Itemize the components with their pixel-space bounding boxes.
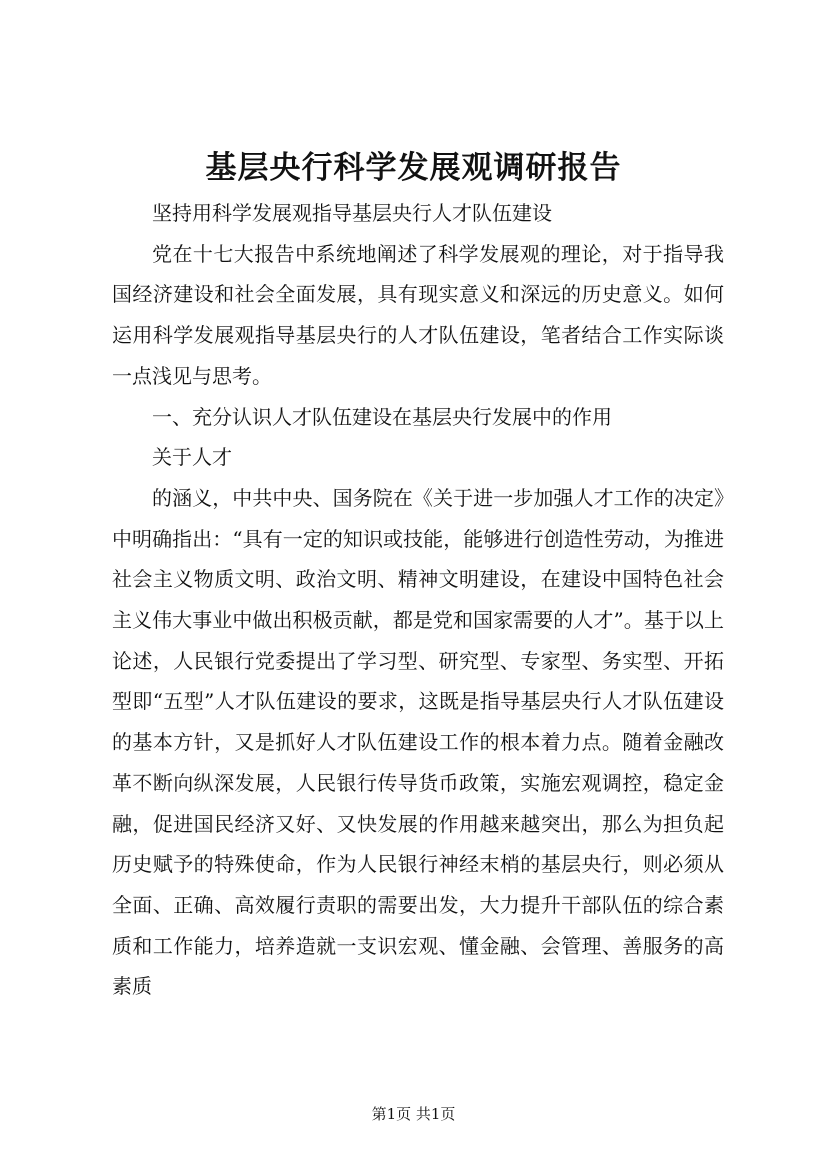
paragraph-section-heading: 一、充分认识人才队伍建设在基层央行发展中的作用 <box>152 404 612 429</box>
paragraph-intro: 党在十七大报告中系统地阐述了科学发展观的理论，对于指导我国经济建设和社会全面发展，具有现实意义和深远的历史意义。如何运用科学发展观指导基层央行的人才队伍建设，笔者结合工作实际谈一点浅见与思考。 <box>112 241 724 388</box>
paragraph-subtitle: 坚持用科学发展观指导基层央行人才队伍建设 <box>152 201 552 225</box>
paragraph-talent-definition: 的涵义，中共中央、国务院在《关于进一步加强人才工作的决定》中明确指出：“具有一定的知识或技能，能够进行创造性劳动，为推进社会主义物质文明、政治文明、精神文明建设，在建设中国特色社会主义伟大事业中做出积极贡献，都是党和国家需要的人才”。基于以上论述，人民银行党委提出了学习型、研究型、专家型、务实型、开拓型即“五型”人才队伍建设的要求，这既是指导基层央行人才队伍建设的基本方针，又是抓好人才队伍建设工作的根本着力点。随着金融改革不断向纵深发展，人民银行传导货币政策，实施宏观调控，稳定金融，促进国民经济又好、又快发展的作用越来越突出，那么为担负起历史赋予的特殊使命，作为人民银行神经末梢的基层央行，则必须从全面、正确、高效履行责职的需要出发，大力提升干部队伍的综合素质和工作能力，培养造就一支识宏观、懂金融、会管理、善服务的高素质 <box>112 485 724 999</box>
document-title: 基层央行科学发展观调研报告 <box>205 150 622 186</box>
page-number-label: 第1页 共1页 <box>371 1105 456 1123</box>
paragraph-about-talent: 关于人才 <box>152 445 232 470</box>
document-body <box>112 193 724 1007</box>
page-footer <box>0 1104 827 1124</box>
